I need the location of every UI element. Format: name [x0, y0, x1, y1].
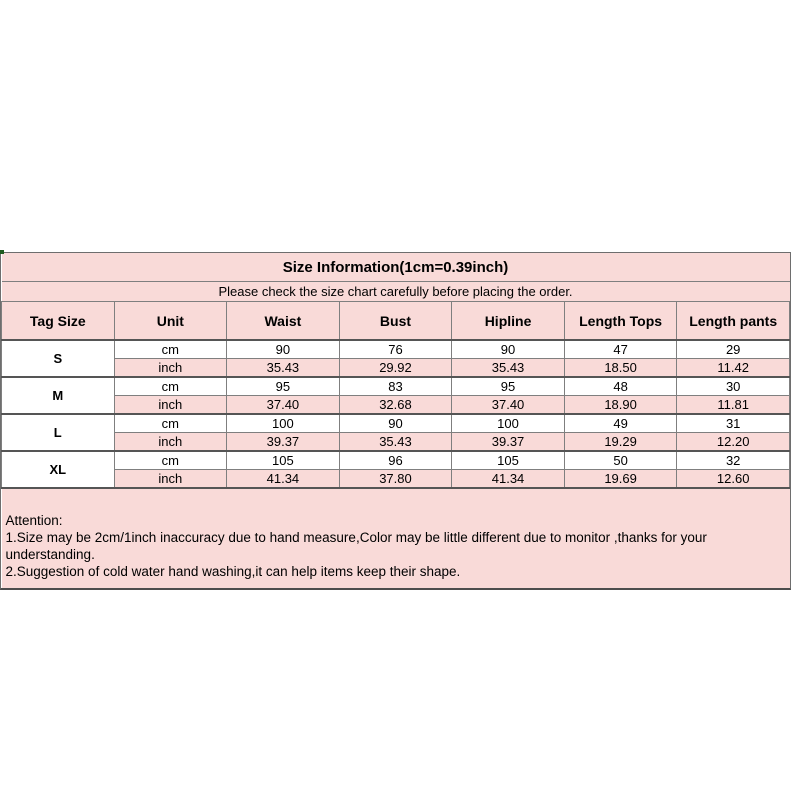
- column-header-waist: Waist: [227, 302, 340, 341]
- size-chart: [0, 252, 791, 590]
- value-cell: 12.20: [677, 433, 790, 452]
- value-cell: 32: [677, 451, 790, 470]
- header-row: [2, 302, 790, 341]
- attention-block: [2, 488, 790, 588]
- unit-cell: cm: [114, 451, 227, 470]
- unit-cell: inch: [114, 396, 227, 415]
- value-cell: 90: [452, 340, 565, 359]
- value-cell: 47: [564, 340, 677, 359]
- unit-cell: inch: [114, 433, 227, 452]
- value-cell: 41.34: [227, 470, 340, 489]
- value-cell: 29.92: [339, 359, 452, 378]
- unit-cell: inch: [114, 470, 227, 489]
- row-xl-cm: [2, 451, 790, 470]
- value-cell: 95: [452, 377, 565, 396]
- title-row: [2, 253, 790, 282]
- value-cell: 100: [452, 414, 565, 433]
- tag-size-cell: XL: [2, 451, 115, 488]
- value-cell: 90: [339, 414, 452, 433]
- attention-line-1: 1.Size may be 2cm/1inch inaccuracy due to hand measure,Color may be little different due to monitor ,thanks for your understanding.: [5, 530, 707, 562]
- value-cell: 19.69: [564, 470, 677, 489]
- size-chart-title: Size Information(1cm=0.39inch): [2, 253, 790, 282]
- value-cell: 95: [227, 377, 340, 396]
- value-cell: 90: [227, 340, 340, 359]
- value-cell: 32.68: [339, 396, 452, 415]
- unit-cell: cm: [114, 377, 227, 396]
- row-s-cm: [2, 340, 790, 359]
- corner-mark: [0, 250, 4, 254]
- column-header-tag-size: Tag Size: [2, 302, 115, 341]
- value-cell: 100: [227, 414, 340, 433]
- value-cell: 11.81: [677, 396, 790, 415]
- size-chart-subtitle: Please check the size chart carefully before placing the order.: [2, 282, 790, 302]
- value-cell: 19.29: [564, 433, 677, 452]
- value-cell: 11.42: [677, 359, 790, 378]
- value-cell: 49: [564, 414, 677, 433]
- value-cell: 39.37: [227, 433, 340, 452]
- row-s-inch: [2, 359, 790, 378]
- row-l-cm: [2, 414, 790, 433]
- attention-heading: Attention:: [5, 513, 63, 528]
- column-header-length-tops: Length Tops: [564, 302, 677, 341]
- unit-cell: inch: [114, 359, 227, 378]
- row-m-cm: [2, 377, 790, 396]
- value-cell: 83: [339, 377, 452, 396]
- row-xl-inch: [2, 470, 790, 489]
- column-header-length-pants: Length pants: [677, 302, 790, 341]
- value-cell: 30: [677, 377, 790, 396]
- value-cell: 105: [227, 451, 340, 470]
- value-cell: 96: [339, 451, 452, 470]
- row-l-inch: [2, 433, 790, 452]
- tag-size-cell: S: [2, 340, 115, 377]
- value-cell: 18.90: [564, 396, 677, 415]
- column-header-unit: Unit: [114, 302, 227, 341]
- size-table: [1, 253, 790, 588]
- value-cell: 35.43: [452, 359, 565, 378]
- value-cell: 37.40: [452, 396, 565, 415]
- attention-line-2: 2.Suggestion of cold water hand washing,it can help items keep their shape.: [5, 564, 461, 579]
- value-cell: 105: [452, 451, 565, 470]
- value-cell: 39.37: [452, 433, 565, 452]
- tag-size-cell: L: [2, 414, 115, 451]
- value-cell: 12.60: [677, 470, 790, 489]
- value-cell: 41.34: [452, 470, 565, 489]
- column-header-hipline: Hipline: [452, 302, 565, 341]
- value-cell: 18.50: [564, 359, 677, 378]
- unit-cell: cm: [114, 414, 227, 433]
- value-cell: 35.43: [227, 359, 340, 378]
- subtitle-row: [2, 282, 790, 302]
- value-cell: 76: [339, 340, 452, 359]
- tag-size-cell: M: [2, 377, 115, 414]
- value-cell: 31: [677, 414, 790, 433]
- value-cell: 29: [677, 340, 790, 359]
- column-header-bust: Bust: [339, 302, 452, 341]
- value-cell: 35.43: [339, 433, 452, 452]
- value-cell: 37.40: [227, 396, 340, 415]
- row-m-inch: [2, 396, 790, 415]
- value-cell: 48: [564, 377, 677, 396]
- value-cell: 37.80: [339, 470, 452, 489]
- unit-cell: cm: [114, 340, 227, 359]
- value-cell: 50: [564, 451, 677, 470]
